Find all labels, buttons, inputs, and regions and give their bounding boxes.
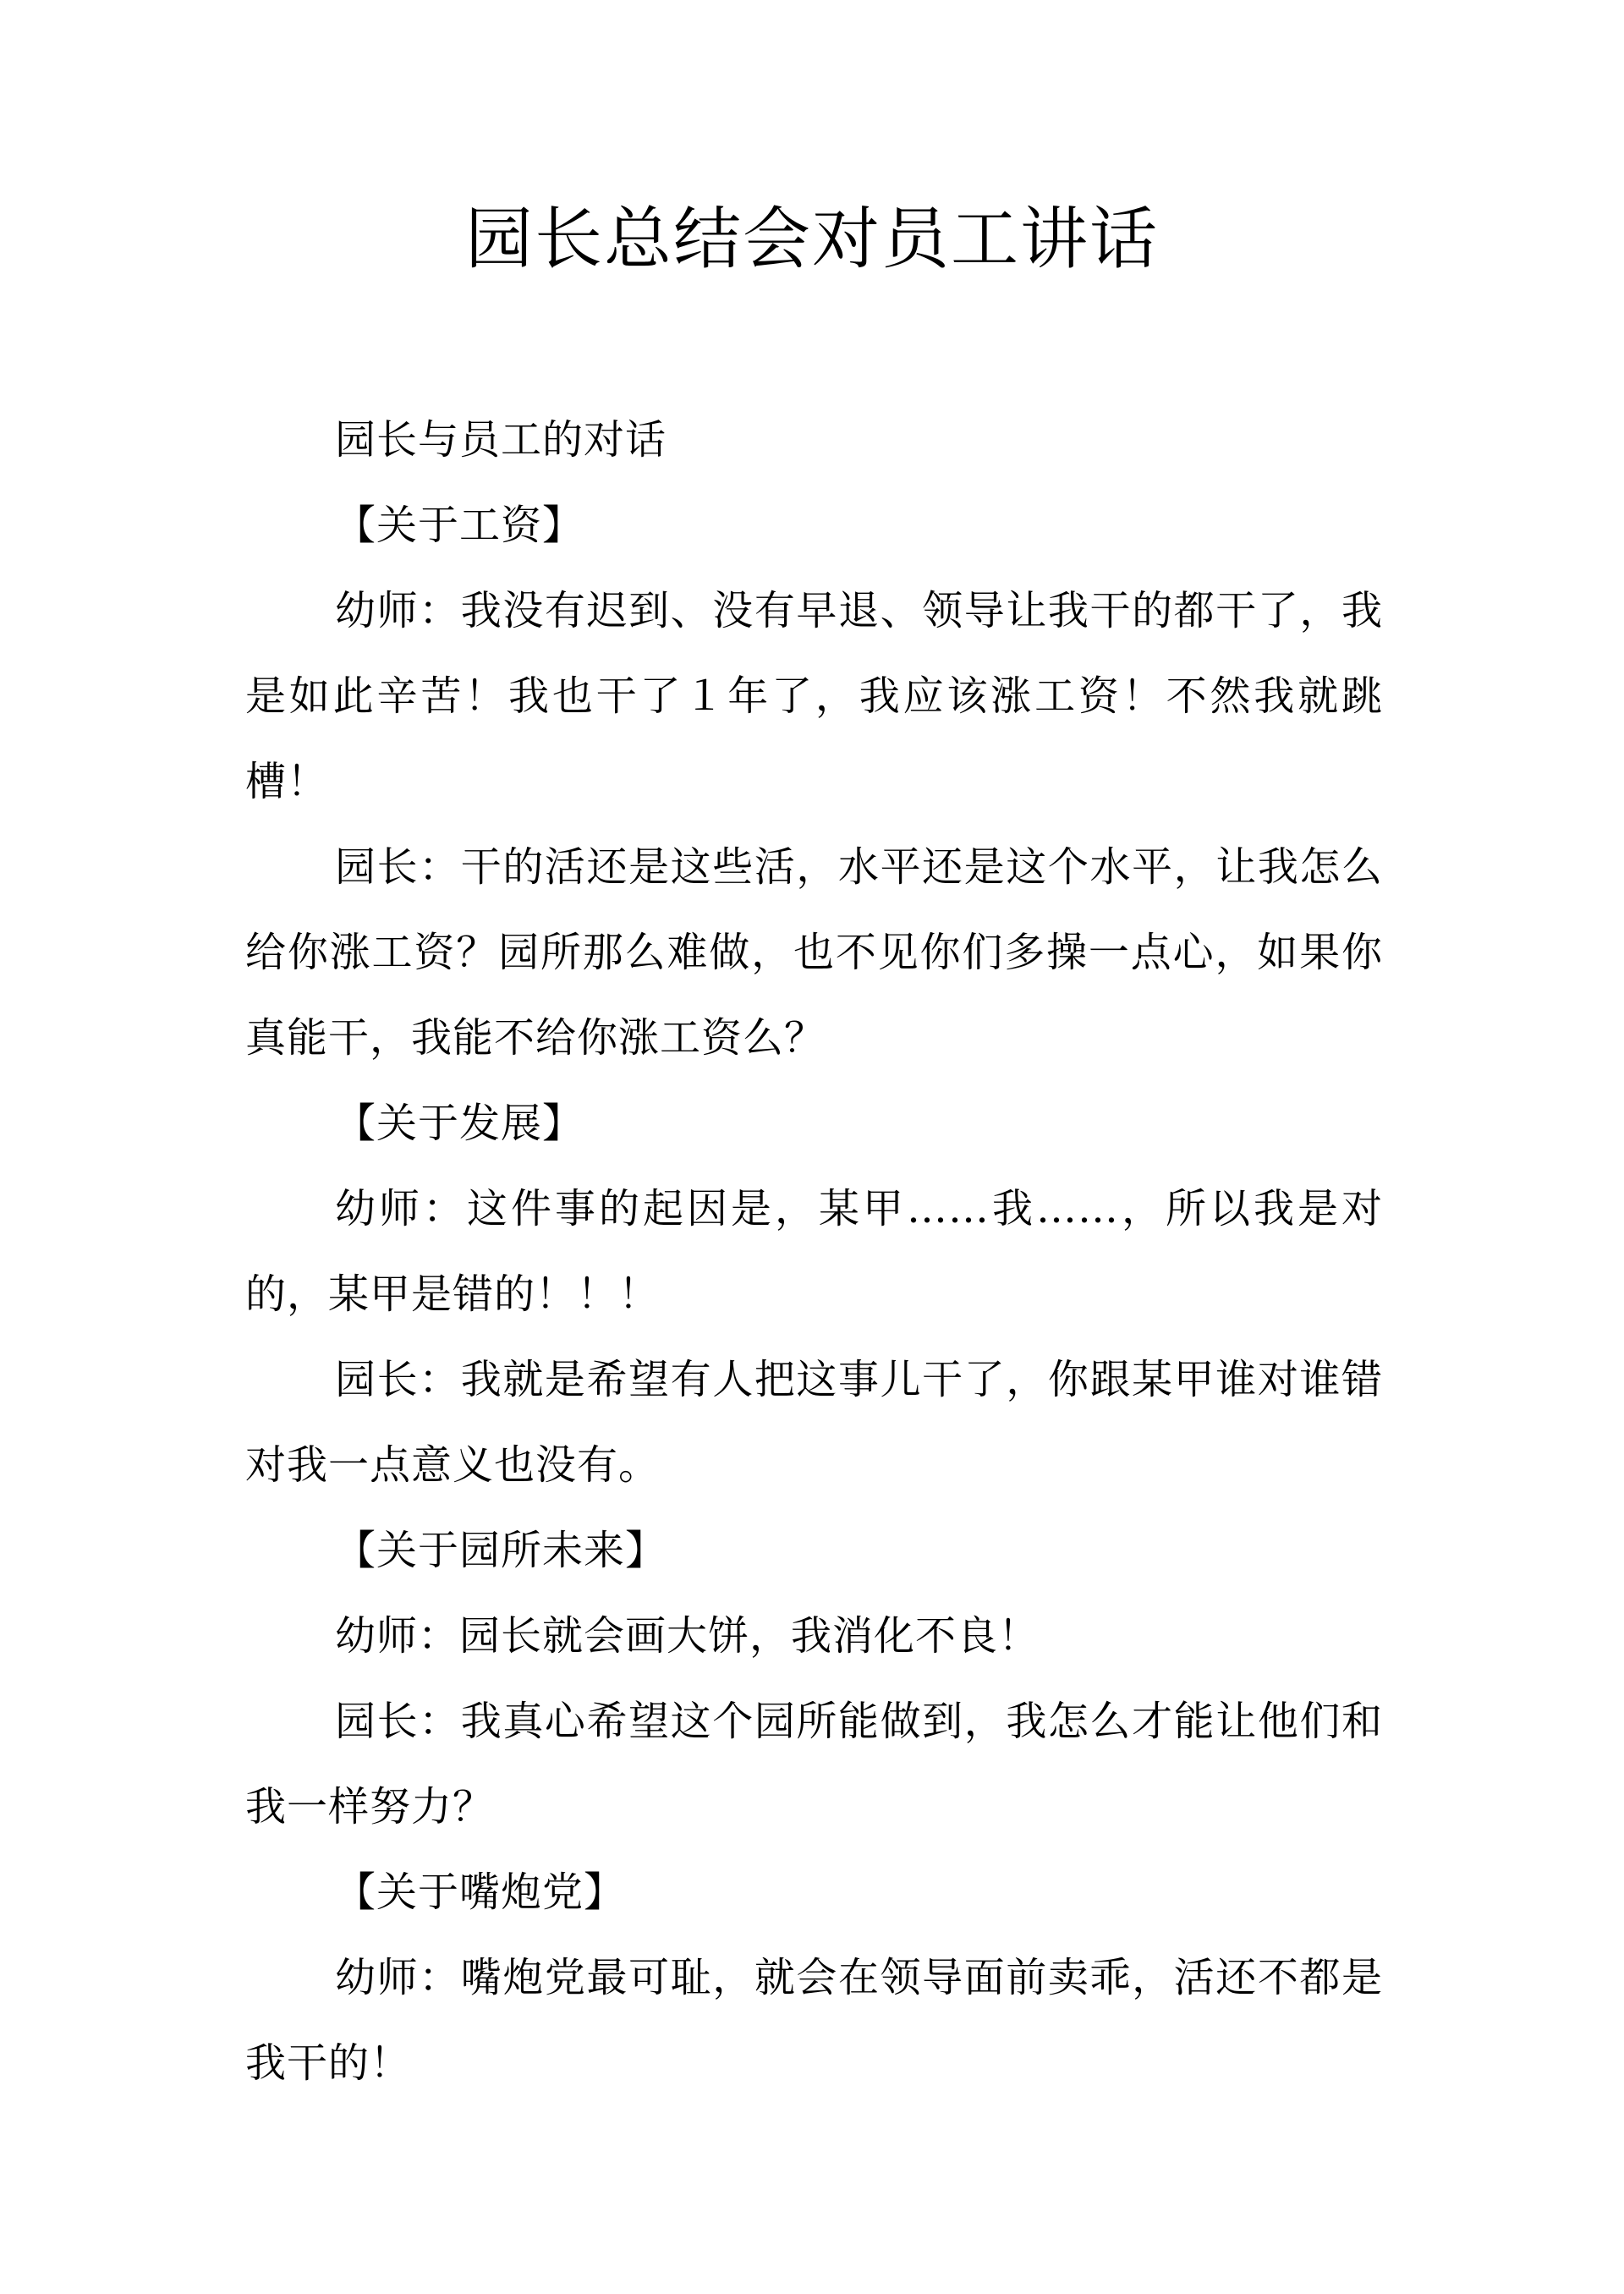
paragraph-director-future: 园长：我真心希望这个园所能做到，我怎么才能让他们和我一样努力？ bbox=[245, 1698, 1383, 1830]
paragraph-teacher-talkers: 幼师：嘴炮党最可耻，就会在领导面前卖乖，活还不都是我干的！ bbox=[245, 1954, 1383, 2087]
document-body bbox=[245, 398, 1383, 2106]
paragraph-teacher-salary: 幼师：我没有迟到、没有早退、领导让我干的都干了，我是如此辛苦！我也干了１年了，我应该涨工资！不然我就跳槽！ bbox=[245, 587, 1383, 805]
paragraph-director-development: 园长：我就是希望有人把这事儿干了，你跟某甲谁对谁错对我一点意义也没有。 bbox=[245, 1356, 1383, 1489]
paragraph-teacher-future: 幼师：园长就会画大饼，我消化不良！ bbox=[335, 1612, 1040, 1660]
section-heading-development: 【关于发展】 bbox=[335, 1100, 584, 1147]
section-heading-talkers: 【关于嘴炮党】 bbox=[335, 1869, 626, 1916]
section-heading-salary: 【关于工资】 bbox=[335, 502, 584, 549]
section-heading-future: 【关于园所未来】 bbox=[335, 1527, 667, 1574]
paragraph-teacher-development: 幼师：这件事的起因是，某甲……我……，所以我是对的，某甲是错的！！！ bbox=[245, 1185, 1383, 1318]
paragraph-intro: 园长与员工的对话 bbox=[335, 416, 667, 464]
document-title: 园长总结会对员工讲话 bbox=[465, 200, 1159, 278]
paragraph-director-salary: 园长：干的活还是这些活，水平还是这个水平，让我怎么给你涨工资？园所那么难做，也不见你们多操一点心，如果你真能干，我能不给你涨工资么？ bbox=[245, 843, 1383, 1062]
